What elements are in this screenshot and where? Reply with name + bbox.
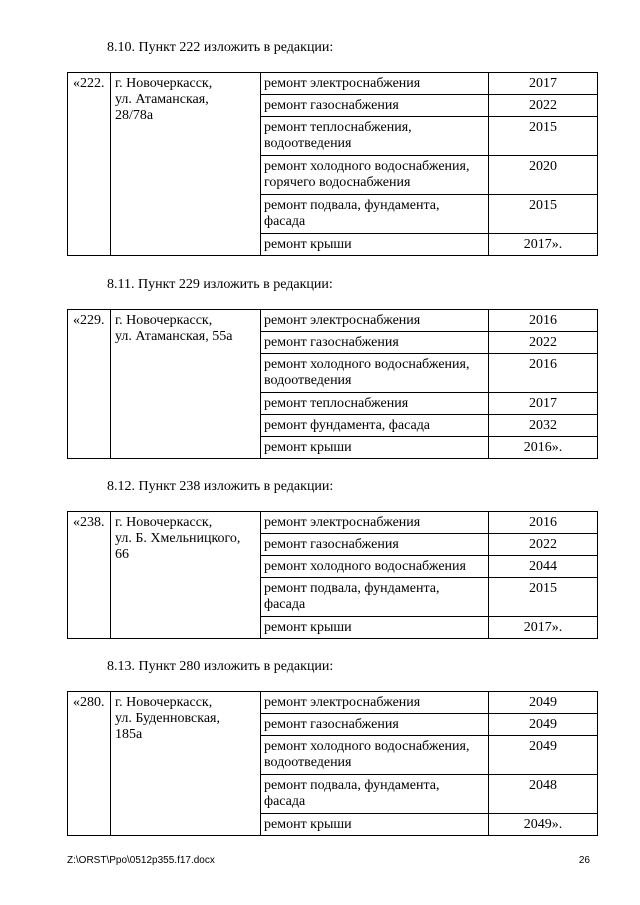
work-year: 2016 — [489, 512, 598, 534]
work-type: ремонт подвала, фундамента, фасада — [261, 578, 489, 617]
work-year: 2049 — [489, 714, 598, 736]
item-number: «280. — [68, 692, 111, 836]
work-type: ремонт электроснабжения — [261, 310, 489, 332]
work-year: 2015 — [489, 578, 598, 617]
item-address: г. Новочеркасск, ул. Атаманская, 55а — [111, 310, 261, 459]
footer-file-path: Z:\ORST\Ppo\0512p355.f17.docx — [67, 855, 215, 866]
work-year: 2016». — [489, 437, 598, 459]
work-type: ремонт холодного водоснабжения, водоотведения — [261, 736, 489, 775]
work-type: ремонт холодного водоснабжения, водоотведения — [261, 354, 489, 393]
work-year: 2015 — [489, 117, 598, 156]
work-year: 2017 — [489, 393, 598, 415]
work-year: 2017». — [489, 617, 598, 639]
work-year: 2017». — [489, 234, 598, 256]
amendment-table-238 — [67, 511, 598, 639]
item-number: «222. — [68, 73, 111, 256]
work-type: ремонт электроснабжения — [261, 692, 489, 714]
table-row — [68, 512, 598, 534]
work-type: ремонт электроснабжения — [261, 73, 489, 95]
work-type: ремонт холодного водоснабжения, горячего водоснабжения — [261, 156, 489, 195]
work-type: ремонт электроснабжения — [261, 512, 489, 534]
work-year: 2032 — [489, 415, 598, 437]
work-type: ремонт газоснабжения — [261, 534, 489, 556]
work-year: 2048 — [489, 775, 598, 814]
work-type: ремонт крыши — [261, 234, 489, 256]
work-year: 2016 — [489, 310, 598, 332]
work-year: 2017 — [489, 73, 598, 95]
work-type: ремонт крыши — [261, 437, 489, 459]
amendment-table-280 — [67, 691, 598, 836]
work-type: ремонт холодного водоснабжения — [261, 556, 489, 578]
work-type: ремонт газоснабжения — [261, 714, 489, 736]
work-type: ремонт крыши — [261, 617, 489, 639]
work-type: ремонт подвала, фундамента, фасада — [261, 775, 489, 814]
work-type: ремонт крыши — [261, 814, 489, 836]
footer-page-number: 26 — [578, 855, 590, 866]
work-year: 2049 — [489, 692, 598, 714]
table-row — [68, 310, 598, 332]
work-type: ремонт газоснабжения — [261, 332, 489, 354]
item-address: г. Новочеркасск, ул. Буденновская, 185а — [111, 692, 261, 836]
work-year: 2022 — [489, 332, 598, 354]
section-heading-8-13: 8.13. Пункт 280 изложить в редакции: — [107, 659, 334, 674]
item-address: г. Новочеркасск, ул. Атаманская, 28/78а — [111, 73, 261, 256]
amendment-table-222 — [67, 72, 598, 256]
work-year: 2049 — [489, 736, 598, 775]
work-type: ремонт теплоснабжения, водоотведения — [261, 117, 489, 156]
work-type: ремонт фундамента, фасада — [261, 415, 489, 437]
table-row — [68, 73, 598, 95]
item-number: «238. — [68, 512, 111, 639]
work-year: 2022 — [489, 95, 598, 117]
work-year: 2015 — [489, 195, 598, 234]
item-number: «229. — [68, 310, 111, 459]
work-year: 2016 — [489, 354, 598, 393]
amendment-table-229 — [67, 309, 598, 459]
work-type: ремонт теплоснабжения — [261, 393, 489, 415]
work-year: 2049». — [489, 814, 598, 836]
work-year: 2044 — [489, 556, 598, 578]
work-type: ремонт подвала, фундамента, фасада — [261, 195, 489, 234]
section-heading-8-12: 8.12. Пункт 238 изложить в редакции: — [107, 479, 334, 494]
item-address: г. Новочеркасск, ул. Б. Хмельницкого, 66 — [111, 512, 261, 639]
section-heading-8-11: 8.11. Пункт 229 изложить в редакции: — [107, 277, 333, 292]
work-year: 2022 — [489, 534, 598, 556]
table-row — [68, 692, 598, 714]
section-heading-8-10: 8.10. Пункт 222 изложить в редакции: — [107, 40, 334, 55]
work-year: 2020 — [489, 156, 598, 195]
work-type: ремонт газоснабжения — [261, 95, 489, 117]
